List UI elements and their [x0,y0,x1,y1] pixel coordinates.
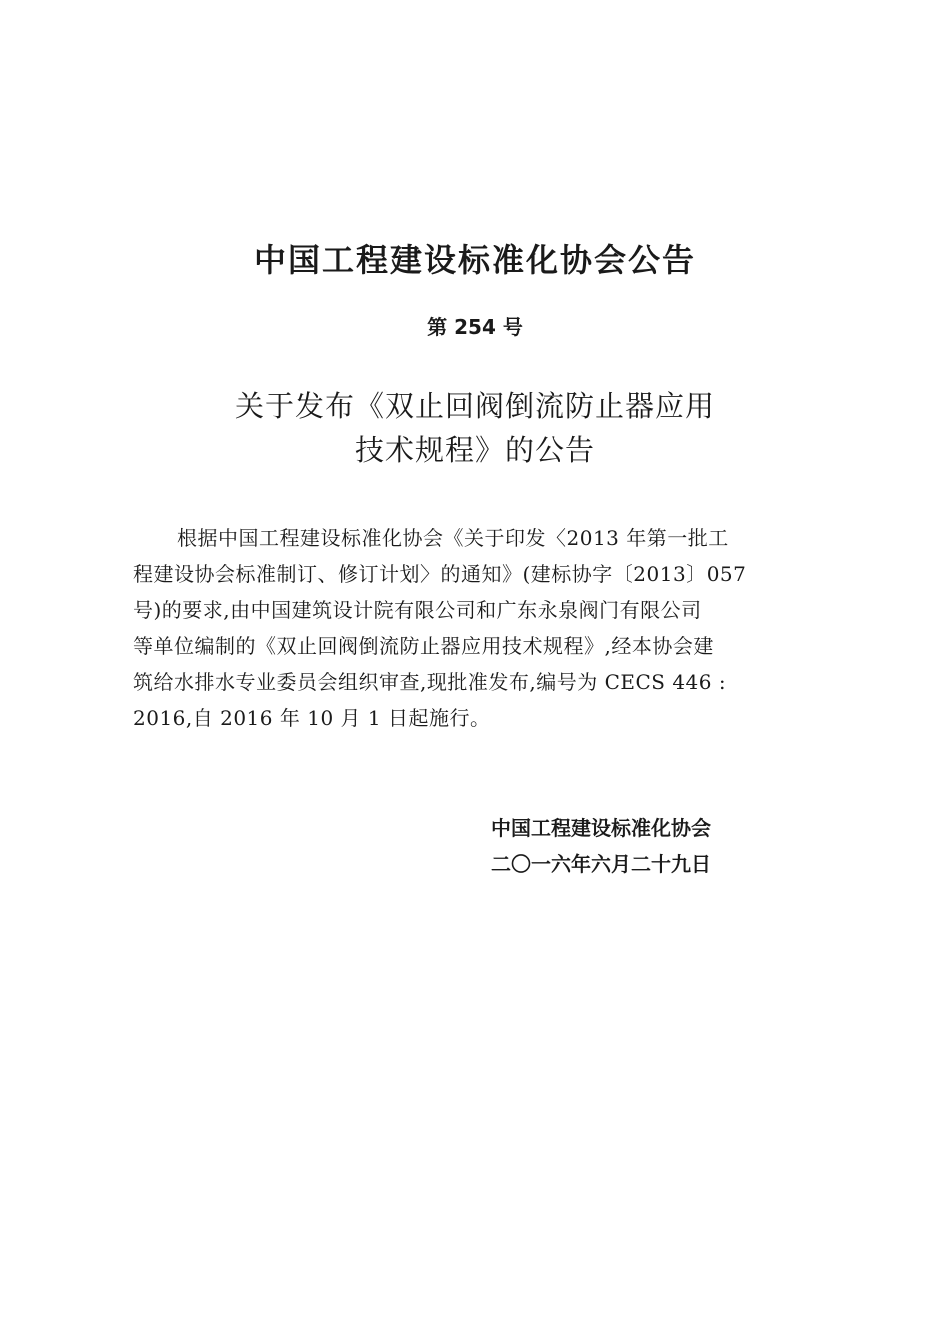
notice-subject [0,384,950,472]
signature-organization: 中国工程建设标准化协会 [491,816,711,840]
body-line: 2016,自 2016 年 10 月 1 日起施行。 [133,706,491,730]
notice-number: 第 254 号 [427,315,523,339]
body-line: 程建设协会标准制订、修订计划〉的通知》(建标协字〔2013〕057 [133,562,747,586]
notice-body [133,520,803,736]
subject-line-2: 技术规程》的公告 [354,433,595,467]
body-line: 根据中国工程建设标准化协会《关于印发〈2013 年第一批工 [177,526,729,550]
organization-title: 中国工程建设标准化协会公告 [253,241,696,279]
body-line: 等单位编制的《双止回阀倒流防止器应用技术规程》,经本协会建 [133,634,714,658]
signature-block [491,810,711,882]
subject-line-1: 关于发布《双止回阀倒流防止器应用 [234,389,715,423]
body-line: 号)的要求,由中国建筑设计院有限公司和广东永泉阀门有限公司 [133,598,702,622]
body-line: 筑给水排水专业委员会组织审查,现批准发布,编号为 CECS 446 : [133,670,727,694]
signature-date: 二〇一六年六月二十九日 [491,852,711,876]
